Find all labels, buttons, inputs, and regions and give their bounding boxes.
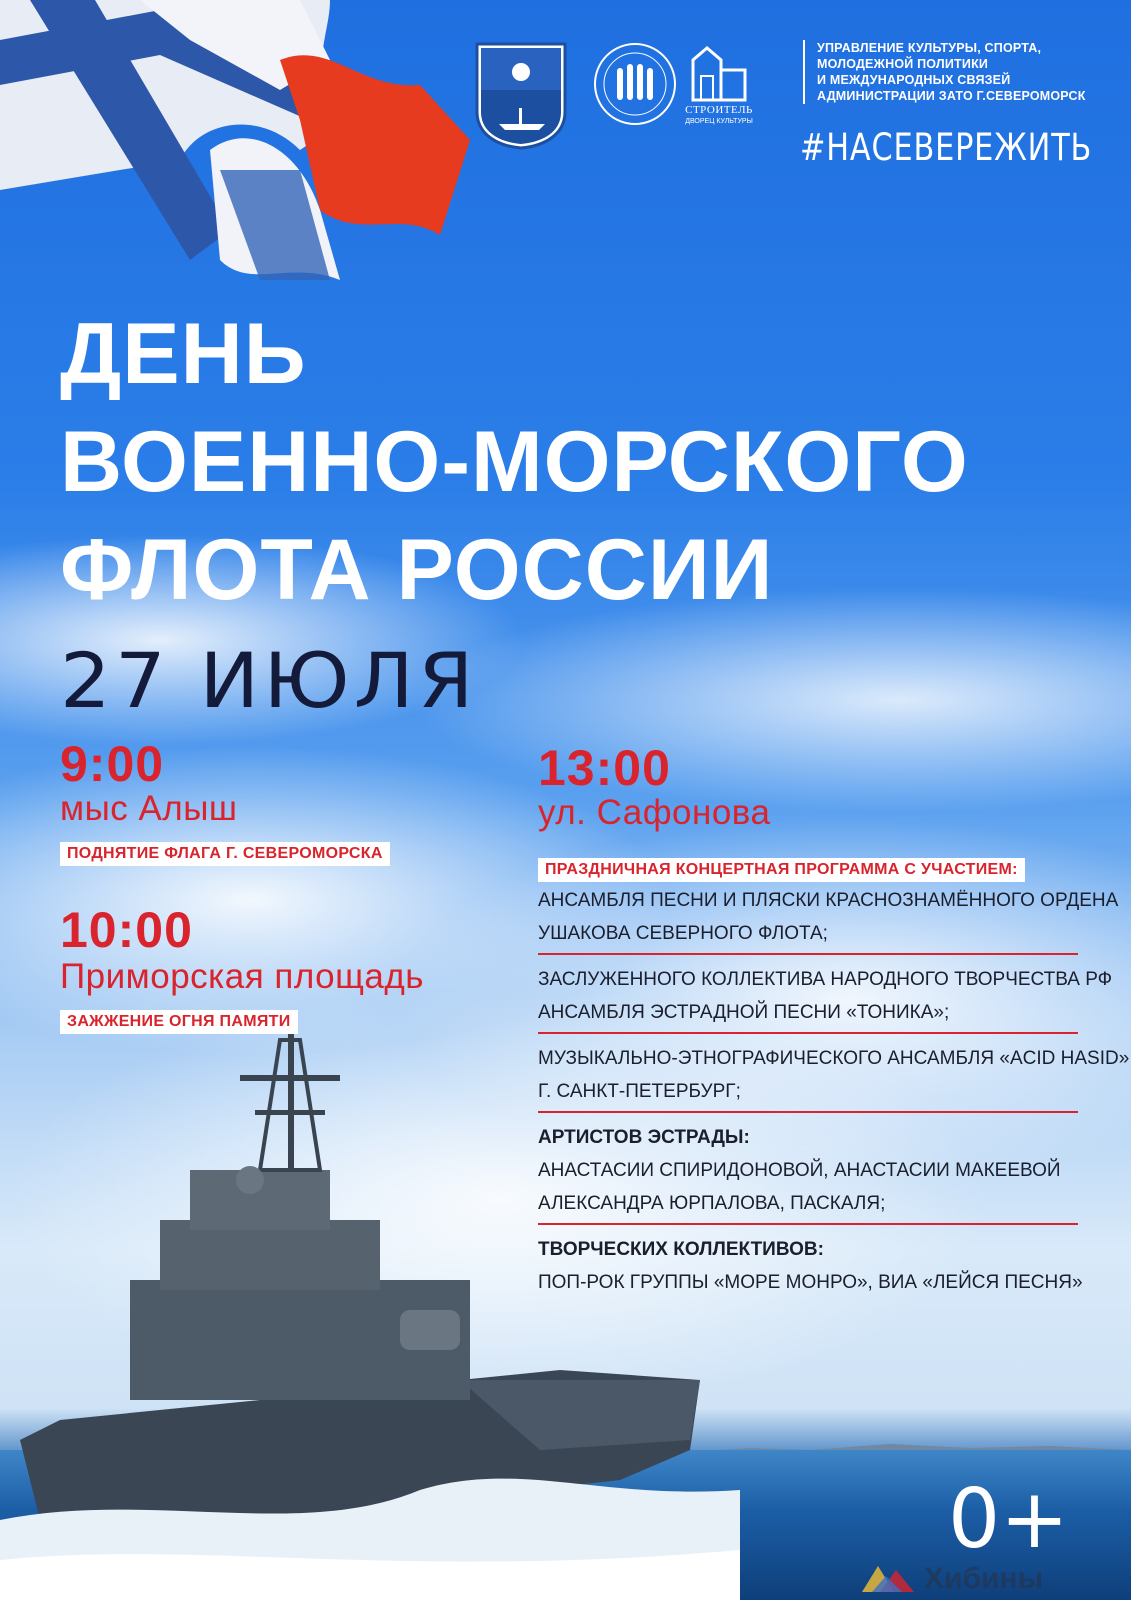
- event-desc-1: ПОДНЯТИЕ ФЛАГА Г. СЕВЕРОМОРСКА: [60, 842, 390, 866]
- event-time-2: 10:00: [60, 902, 193, 958]
- program-heading: АРТИСТОВ ЭСТРАДЫ:: [538, 1127, 750, 1148]
- severomorsk-coat-of-arms-icon: [475, 42, 567, 150]
- admin-divider: [803, 40, 805, 104]
- program-line: АНСАМБЛЯ ЭСТРАДНОЙ ПЕСНИ «ТОНИКА»;: [538, 1002, 950, 1023]
- culture-center-round-logo-icon: [593, 42, 677, 126]
- program-divider: [538, 953, 1078, 955]
- event-desc-2: ЗАЖЖЕНИЕ ОГНЯ ПАМЯТИ: [60, 1010, 298, 1034]
- program-line: ЗАСЛУЖЕННОГО КОЛЛЕКТИВА НАРОДНОГО ТВОРЧЕСТВА РФ: [538, 969, 1113, 990]
- program-line: АНАСТАСИИ СПИРИДОНОВОЙ, АНАСТАСИИ МАКЕЕВОЙ: [538, 1160, 1061, 1181]
- watermark-text: Хибины: [924, 1562, 1044, 1595]
- program-divider: [538, 1032, 1078, 1034]
- stroitel-sublabel: ДВОРЕЦ КУЛЬТУРЫ: [685, 118, 753, 125]
- event-place-3: ул. Сафонова: [538, 793, 771, 832]
- admin-line: УПРАВЛЕНИЕ КУЛЬТУРЫ, СПОРТА,: [817, 41, 1042, 55]
- admin-line: АДМИНИСТРАЦИИ ЗАТО Г.СЕВЕРОМОРСК: [817, 89, 1086, 103]
- age-rating: 0+: [948, 1472, 1069, 1567]
- program-divider: [538, 1111, 1078, 1113]
- stroitel-label: СТРОИТЕЛЬ: [685, 104, 753, 116]
- event-title: [60, 300, 969, 624]
- event-place-2: Приморская площадь: [60, 957, 425, 996]
- title-line: ДЕНЬ: [60, 306, 307, 402]
- admin-line: МОЛОДЕЖНОЙ ПОЛИТИКИ: [817, 57, 989, 71]
- khibiny-watermark-logo-icon: [858, 1562, 918, 1594]
- program-line: ПОП-РОК ГРУППЫ «МОРЕ МОНРО», ВИА «ЛЕЙСЯ ПЕСНЯ»: [538, 1272, 1083, 1293]
- program-divider: [538, 1223, 1078, 1225]
- concert-program: [538, 884, 1130, 1299]
- program-line: УШАКОВА СЕВЕРНОГО ФЛОТА;: [538, 923, 828, 944]
- event-time-3: 13:00: [538, 740, 671, 796]
- hashtag: #НАСЕВЕРЕЖИТЬ: [800, 126, 1093, 169]
- event-date: 27 ИЮЛЯ: [60, 636, 478, 725]
- program-line: Г. САНКТ-ПЕТЕРБУРГ;: [538, 1081, 741, 1102]
- title-line: ФЛОТА РОССИИ: [60, 522, 774, 618]
- program-line: МУЗЫКАЛЬНО-ЭТНОГРАФИЧЕСКОГО АНСАМБЛЯ «ACID HASID»: [538, 1048, 1130, 1069]
- admin-line: И МЕЖДУНАРОДНЫХ СВЯЗЕЙ: [817, 73, 1011, 87]
- program-heading: ТВОРЧЕСКИХ КОЛЛЕКТИВОВ:: [538, 1239, 824, 1260]
- event-desc-3: ПРАЗДНИЧНАЯ КОНЦЕРТНАЯ ПРОГРАММА С УЧАСТИЕМ:: [538, 858, 1025, 882]
- event-place-1: мыс Алыш: [60, 789, 238, 828]
- naval-and-russian-flags: [0, 0, 480, 290]
- event-time-1: 9:00: [60, 736, 165, 792]
- program-line: АНСАМБЛЯ ПЕСНИ И ПЛЯСКИ КРАСНОЗНАМЁННОГО ОРДЕНА: [538, 890, 1119, 911]
- title-line: ВОЕННО-МОРСКОГО: [60, 414, 969, 510]
- program-line: АЛЕКСАНДРА ЮРПАЛОВА, ПАСКАЛЯ;: [538, 1193, 886, 1214]
- admin-organization-text: [817, 40, 1117, 104]
